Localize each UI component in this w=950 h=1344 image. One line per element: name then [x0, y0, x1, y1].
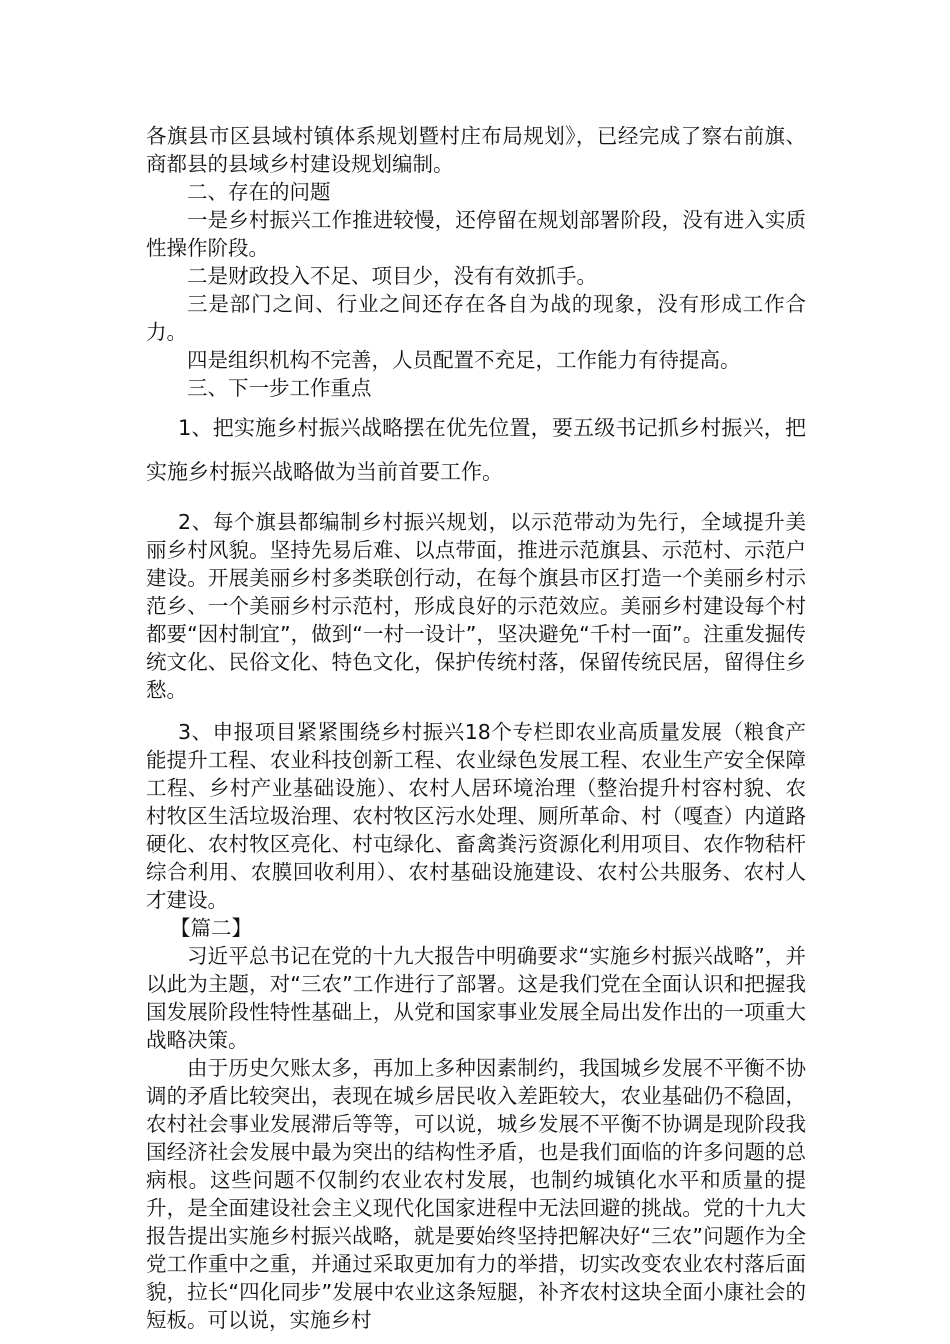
paragraph-problem-2: 二是财政投入不足、项目少，没有有效抓手。 — [187, 264, 597, 288]
document-page — [146, 122, 806, 1334]
paragraph-problem-4: 四是组织机构不完善，人员配置不充足，工作能力有待提高。 — [187, 348, 741, 372]
section-heading-part-two: 【篇二】 — [170, 916, 252, 940]
paragraph-step-2: 2、每个旗县都编制乡村振兴规划，以示范带动为先行，全域提升美丽乡村风貌。坚持先易后难、以点带面，推进示范旗县、示范村、示范户建设。开展美丽乡村多类联创行动，在每个旗县市区打造一个美丽乡村示范乡、一个美丽乡村示范村，形成良好的示范效应。美丽乡村建设每个村都要“因村制宜”，做到“一村一设计”，坚决避免“千村一面”。注重发掘传统文化、民俗文化、特色文化，保护传统村落，保留传统民居，留得住乡愁。 — [146, 510, 806, 702]
paragraph-part-two-body: 由于历史欠账太多，再加上多种因素制约，我国城乡发展不平衡不协调的矛盾比较突出，表现在城乡居民收入差距较大，农业基础仍不稳固，农村社会事业发展滞后等等，可以说，城乡发展不平衡不协调是现阶段我国经济社会发展中最为突出的结构性矛盾，也是我们面临的许多问题的总病根。这些问题不仅制约农业农村发展，也制约城镇化水平和质量的提升，是全面建设社会主义现代化国家进程中无法回避的挑战。党的十九大报告提出实施乡村振兴战略，就是要始终坚持把解决好“三农”问题作为全党工作重中之重，并通过采取更加有力的举措，切实改变农业农村落后面貌，拉长“四化同步”发展中农业这条短腿，补齐农村这块全面小康社会的短板。可以说，实施乡村 — [146, 1056, 806, 1332]
paragraph-step-1: 1、把实施乡村振兴战略摆在优先位置，要五级书记抓乡村振兴，把实施乡村振兴战略做为当前首要工作。 — [146, 416, 806, 484]
section-heading-next-steps: 三、下一步工作重点 — [187, 376, 372, 400]
paragraph-part-two-intro: 习近平总书记在党的十九大报告中明确要求“实施乡村振兴战略”，并以此为主题，对“三农”工作进行了部署。这是我们党在全面认识和把握我国发展阶段性特性基础上，从党和国家事业发展全局出发作出的一项重大战略决策。 — [146, 944, 806, 1052]
paragraph-continuation: 各旗县市区县域村镇体系规划暨村庄布局规划》，已经完成了察右前旗、商都县的县域乡村建设规划编制。 — [146, 124, 806, 176]
paragraph-step-3: 3、申报项目紧紧围绕乡村振兴18个专栏即农业高质量发展（粮食产能提升工程、农业科技创新工程、农业绿色发展工程、农业生产安全保障工程、乡村产业基础设施）、农村人居环境治理（整治提升村容村貌、农村牧区生活垃圾治理、农村牧区污水处理、厕所革命、村（嘎查）内道路硬化、农村牧区亮化、村屯绿化、畜禽粪污资源化利用项目、农作物秸杆综合利用、农膜回收利用）、农村基础设施建设、农村公共服务、农村人才建设。 — [146, 720, 806, 912]
paragraph-problem-3: 三是部门之间、行业之间还存在各自为战的现象，没有形成工作合力。 — [146, 292, 806, 344]
paragraph-problem-1: 一是乡村振兴工作推进较慢，还停留在规划部署阶段，没有进入实质性操作阶段。 — [146, 208, 806, 260]
section-heading-problems: 二、存在的问题 — [187, 180, 331, 204]
